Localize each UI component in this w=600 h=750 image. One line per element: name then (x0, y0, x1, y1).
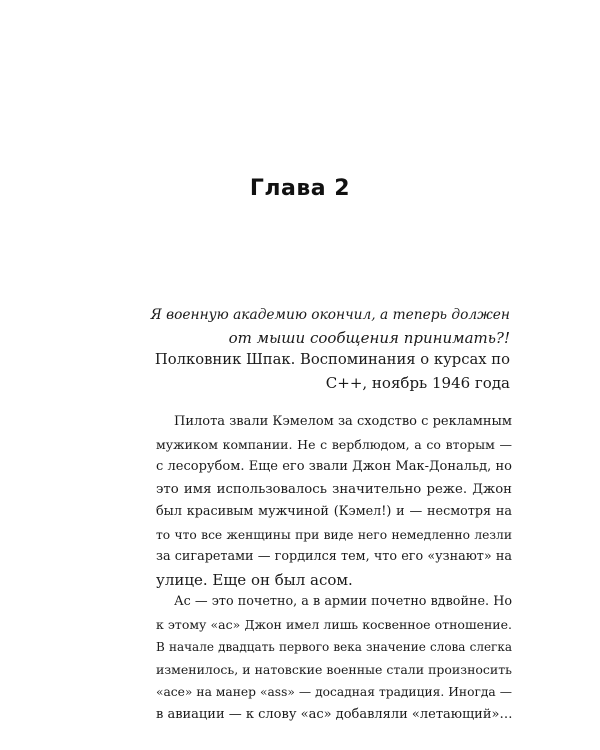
text-line: В начале двадцать первого века значение слова слегка (156, 640, 512, 654)
text-line: изменилось, и натовские военные стали произносить (156, 661, 512, 677)
epigraph-attribution (150, 349, 510, 394)
epigraph (150, 304, 510, 394)
text-line: за сигаретами — гордился тем, что его «узнают» на (156, 549, 512, 564)
text-line: то что все женщины при виде него немедленно лезли (156, 527, 512, 542)
epigraph-attribution-line: С++, ноябрь 1946 года (325, 373, 510, 392)
text-line: был красивым мужчиной (Кэмел!) и — несмотря на (156, 504, 512, 519)
text-line: «асе» на манер «ass» — досадная традиция. Иногда — (156, 685, 512, 699)
epigraph-quote-line: от мыши сообщения принимать?! (228, 328, 510, 347)
text-line: мужиком компании. Не с верблюдом, а со вторым — (156, 436, 512, 452)
paragraph (156, 591, 512, 726)
epigraph-quote-line: Я военную академию окончил, а теперь должен (150, 307, 510, 323)
text-line: улице. Еще он был асом. (156, 570, 353, 589)
chapter-title: Глава 2 (249, 176, 351, 201)
text-line: Пилота звали Кэмелом за сходство с рекламным (174, 414, 512, 429)
chapter-body (156, 411, 512, 726)
text-line: с лесорубом. Еще его звали Джон Мак-Дональд, но (156, 459, 512, 474)
epigraph-attribution-line: Полковник Шпак. Воспоминания о курсах по (154, 351, 510, 368)
text-line: в авиации — к слову «ас» добавляли «летающий»… (156, 706, 513, 722)
text-line: это имя использовалось значительно реже. Джон (156, 481, 512, 497)
text-line: к этому «ас» Джон имел лишь косвенное отношение. (156, 616, 512, 632)
epigraph-quote (150, 304, 510, 349)
text-line: Ас — это почетно, а в армии почетно вдвойне. Но (174, 594, 512, 609)
paragraph (156, 411, 512, 591)
